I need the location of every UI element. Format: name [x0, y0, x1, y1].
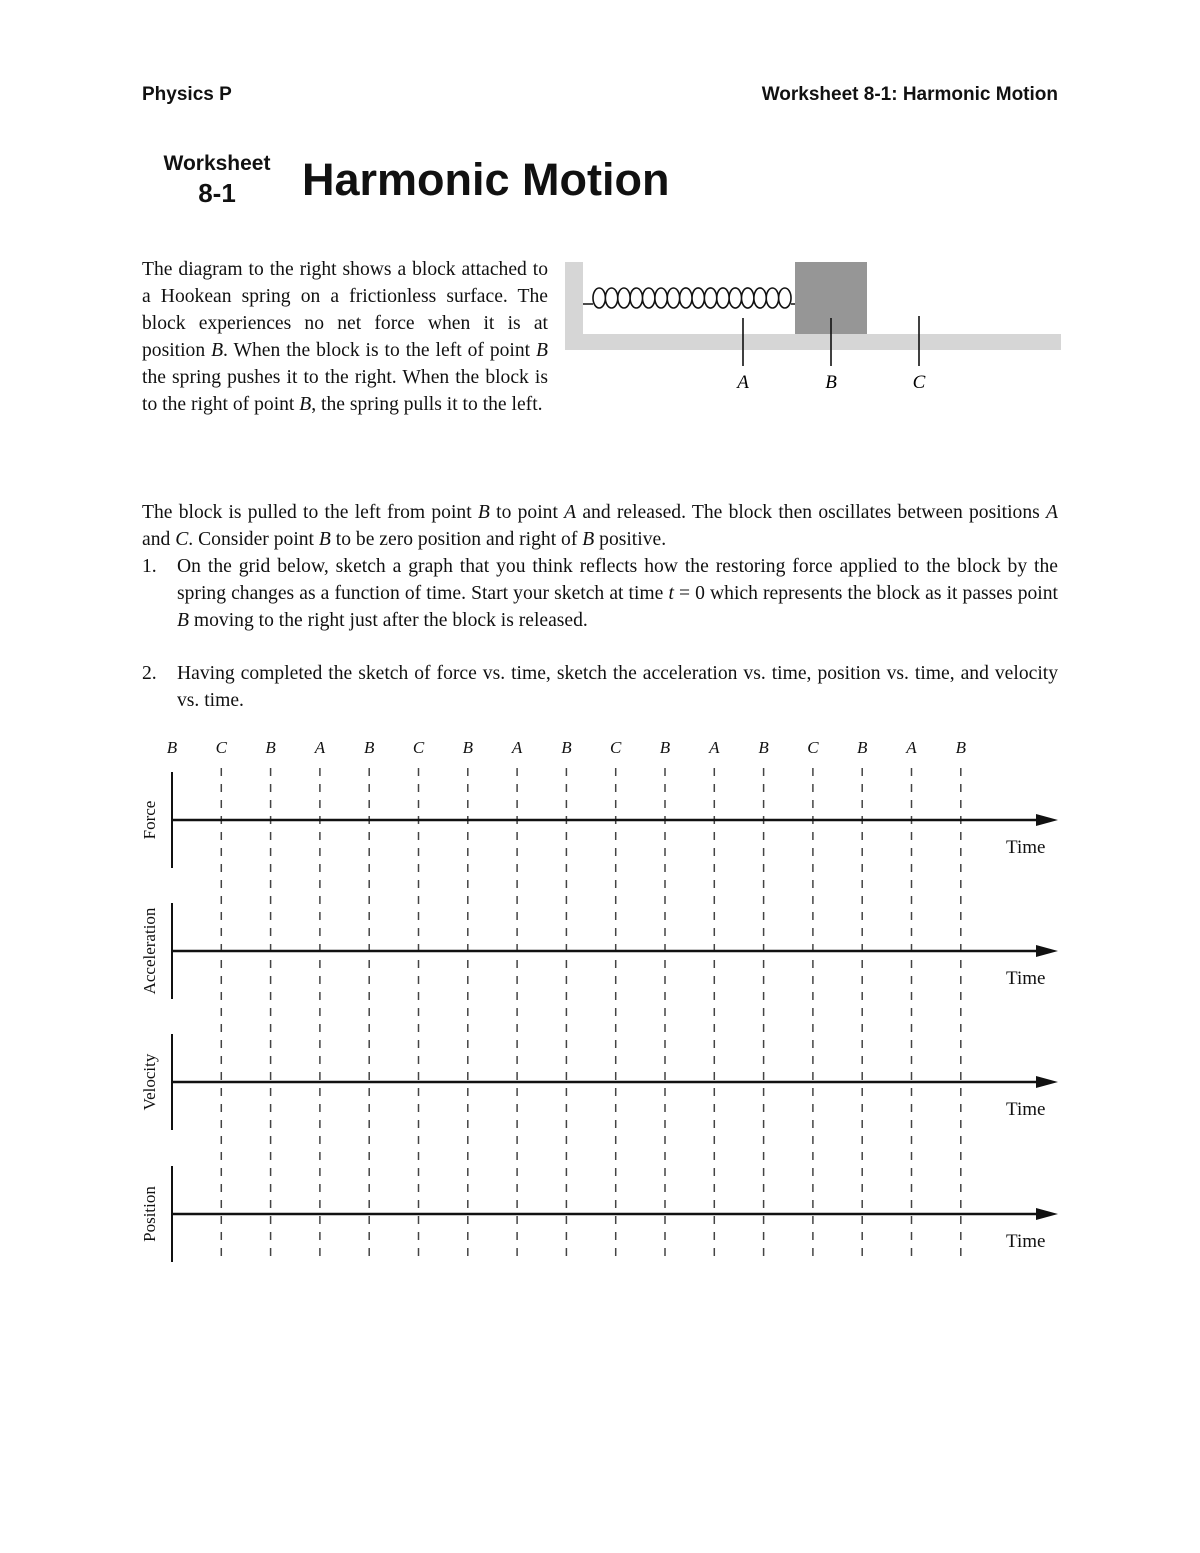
- column-label: C: [215, 738, 227, 757]
- axis-xlabel: Time: [1006, 968, 1046, 989]
- column-label: B: [166, 738, 178, 757]
- label-a: A: [737, 372, 749, 393]
- column-label: B: [364, 738, 375, 757]
- question-2-number: 2.: [142, 663, 157, 684]
- column-label: B: [561, 738, 572, 757]
- worksheet-number: 8-1: [198, 178, 236, 208]
- header-course: Physics P: [142, 84, 232, 105]
- column-label: A: [906, 738, 917, 757]
- axis-ylabel: Position: [140, 1186, 159, 1242]
- worksheet-word: Worksheet: [163, 152, 271, 175]
- axis-ylabel: Acceleration: [140, 907, 159, 995]
- time-axis-arrow: [1036, 814, 1058, 826]
- axis-xlabel: Time: [1006, 837, 1046, 858]
- axis-ylabel: Force: [140, 800, 159, 840]
- time-axis-arrow: [1036, 1208, 1058, 1220]
- question-1-number: 1.: [142, 556, 157, 577]
- question-1: 1. On the grid below, sketch a graph that you think reflects how the restoring force applied to the block by the spring changes as a function of time. Start your sketch at time t = 0 which represents the block as it passes point B moving to the right just after the block is released.: [142, 553, 1058, 634]
- column-label: B: [462, 738, 473, 757]
- label-c: C: [912, 372, 926, 393]
- time-axis-arrow: [1036, 945, 1058, 957]
- axis-xlabel: Time: [1006, 1231, 1046, 1252]
- axis-xlabel: Time: [1006, 1099, 1046, 1120]
- column-label: B: [857, 738, 868, 757]
- column-label: B: [955, 738, 966, 757]
- column-label: B: [758, 738, 769, 757]
- column-label: B: [265, 738, 276, 757]
- question-2: 2. Having completed the sketch of force vs. time, sketch the acceleration vs. time, position vs. time, and velocity vs. time.: [142, 660, 1058, 714]
- column-label: A: [314, 738, 326, 757]
- axis-ylabel: Velocity: [140, 1053, 159, 1111]
- column-label: A: [709, 738, 720, 757]
- header-worksheet-title: Worksheet 8-1: Harmonic Motion: [761, 84, 1058, 105]
- instructions-paragraph: The block is pulled to the left from point B to point A and released. The block then oscillates between positions A and C. Consider point B to be zero position and right of B positive.: [142, 502, 1058, 550]
- time-axis-arrow: [1036, 1076, 1058, 1088]
- column-label: C: [412, 738, 425, 757]
- column-label: B: [659, 738, 671, 757]
- label-b: B: [825, 372, 837, 393]
- intro-paragraph: The diagram to the right shows a block attached to a Hookean spring on a frictionless surface. The block experiences no net force when it is at position B. When the block is to the left of point B the spring pushes it to the right. When the block is to the right of point B, the spring pulls it to the left.: [142, 259, 548, 415]
- column-label: C: [807, 738, 819, 757]
- column-label: C: [610, 738, 622, 757]
- column-label: A: [511, 738, 523, 757]
- page-title: Harmonic Motion: [302, 154, 670, 205]
